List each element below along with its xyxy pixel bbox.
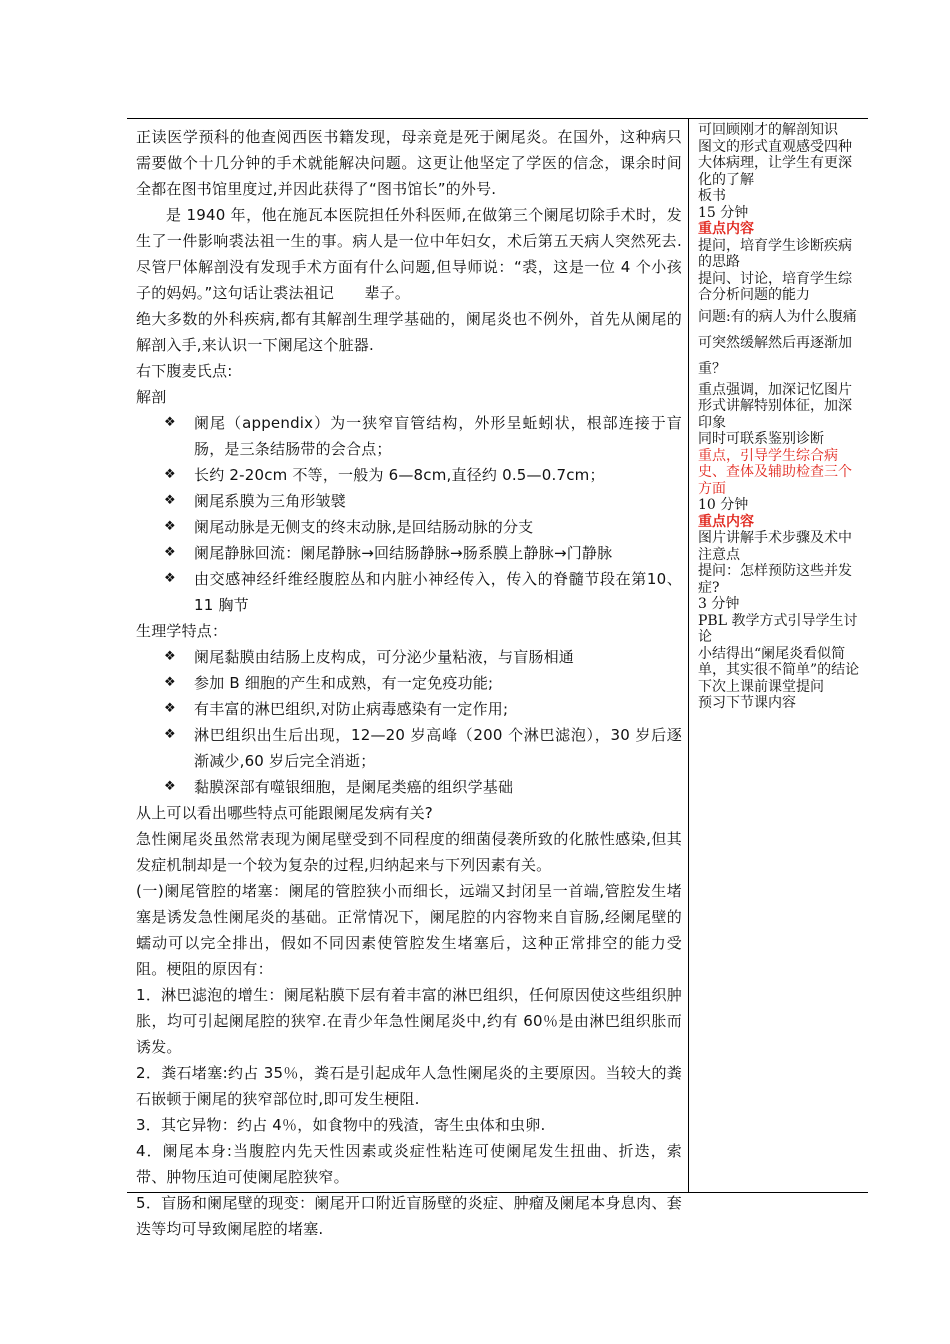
list-item <box>164 644 682 670</box>
teaching-notes-column <box>698 122 862 712</box>
list-item <box>164 670 682 696</box>
diamond-bullet-icon: ❖ <box>164 545 176 560</box>
table-top-border <box>127 118 868 119</box>
note: 提问：怎样预防这些并发症? <box>698 563 852 596</box>
cause-item-1: 1．淋巴滤泡的增生：阑尾粘膜下层有着丰富的淋巴组织，任何原因使这些组织肿胀，均可引起阑尾腔的狭窄.在青少年急性阑尾炎中,约有 60％是由淋巴组织胀而诱发。 <box>136 986 682 1056</box>
list-item-text: 有丰富的淋巴组织,对防止病毒感染有一定作用; <box>194 700 509 718</box>
diamond-bullet-icon: ❖ <box>164 467 176 482</box>
heading-anatomy: 解剖 <box>136 388 167 406</box>
diamond-bullet-icon: ❖ <box>164 415 176 430</box>
cause-item-2: 2．粪石堵塞:约占 35％，粪石是引起成年人急性阑尾炎的主要原因。当较大的粪石嵌顿于阑尾的狭窄部位时,即可发生梗阻. <box>136 1064 682 1108</box>
diamond-bullet-icon: ❖ <box>164 675 176 690</box>
main-content-column <box>136 124 682 1242</box>
note: 图文的形式直观感受四种大体病理，让学生有更深化的了解 <box>698 138 852 188</box>
note-time: 10 分钟 <box>698 497 749 513</box>
list-item-text: 阑尾静脉回流：阑尾静脉→回结肠静脉→肠系膜上静脉→门静脉 <box>194 544 613 562</box>
list-item-text: 淋巴组织出生后出现，12—20 岁高峰（200 个淋巴滤泡），30 岁后逐渐减少,60 岁后完全消逝； <box>194 726 682 770</box>
list-item <box>164 566 682 618</box>
note: 小结得出“阑尾炎看似简单，其实很不简单”的结论 <box>698 645 860 678</box>
note-time: 3 分钟 <box>698 596 740 612</box>
diamond-bullet-icon: ❖ <box>164 519 176 534</box>
note: PBL 教学方式引导学生讨论 <box>698 612 858 645</box>
pathogenesis-paragraph: 急性阑尾炎虽然常表现为阑尾壁受到不同程度的细菌侵袭所致的化脓性感染,但其发症机制却是一个较为复杂的过程,归纳起来与下列因素有关。 <box>136 830 682 874</box>
diamond-bullet-icon: ❖ <box>164 727 176 742</box>
heading-physiology: 生理学特点： <box>136 622 228 640</box>
note: 提问，培育学生诊断疾病的思路 <box>698 237 852 270</box>
diamond-bullet-icon: ❖ <box>164 571 176 586</box>
list-item-text: 阑尾动脉是无侧支的终末动脉,是回结肠动脉的分支 <box>194 518 534 536</box>
note: 重点强调，加深记忆图片形式讲解特别体征，加深印象 <box>698 381 852 431</box>
paragraph-intro: 正读医学预科的他查阅西医书籍发现，母亲竟是死于阑尾炎。在国外，这种病只需要做个十几分钟的手术就能解决问题。这更让他坚定了学医的信念，课余时间全都在图书馆里度过,并因此获得了“图书馆长”的外号. <box>136 128 682 198</box>
list-item-text: 长约 2-20cm 不等，一般为 6—8cm,直径约 0.5—0.7cm； <box>194 466 605 484</box>
diamond-bullet-icon: ❖ <box>164 649 176 664</box>
note: 下次上课前课堂提问 <box>698 678 824 695</box>
note: 提问、讨论，培育学生综合分析问题的能力 <box>698 270 852 303</box>
note-time: 15 分钟 <box>698 204 749 221</box>
note: 预习下节课内容 <box>698 695 796 711</box>
heading-mcburney-point: 右下腹麦氏点: <box>136 362 233 380</box>
list-item <box>164 722 682 774</box>
list-item-text: 阑尾系膜为三角形皱襞 <box>194 492 347 510</box>
note: 图片讲解手术步骤及术中注意点 <box>698 530 852 563</box>
list-item <box>164 462 682 488</box>
note: 可回顾刚才的解剖知识 <box>698 122 838 138</box>
obstruction-paragraph: (一)阑尾管腔的堵塞：阑尾的管腔狭小而细长，远端又封闭呈一首端,管腔发生堵塞是诱发急性阑尾炎的基础。正常情况下，阑尾腔的内容物来自盲肠,经阑尾壁的蠕动可以完全排出，假如不同因素使管腔发生堵塞后，这种正常排空的能力受阻。梗阻的原因有： <box>136 882 682 978</box>
note: 同时可联系鉴别诊断 <box>698 431 824 447</box>
diamond-bullet-icon: ❖ <box>164 701 176 716</box>
list-item-text: 由交感神经纤维经腹腔丛和内脏小神经传入，传入的脊髓节段在第10、11 胸节 <box>194 570 682 614</box>
cause-item-5: 5．盲肠和阑尾壁的现变：阑尾开口附近盲肠壁的炎症、肿瘤及阑尾本身息肉、套迭等均可导致阑尾腔的堵塞. <box>136 1194 682 1238</box>
list-item-text: 阑尾（appendix）为一狭窄盲管结构，外形呈蚯蚓状，根部连接于盲肠，是三条结肠带的会合点； <box>194 414 682 458</box>
anatomy-list <box>136 410 682 618</box>
cause-item-4: 4．阑尾本身:当腹腔内先天性因素或炎症性粘连可使阑尾发生扭曲、折迭，索带、肿物压迫可使阑尾腔狭窄。 <box>136 1142 682 1186</box>
note-key-point: 重点内容 <box>698 513 754 530</box>
list-item <box>164 410 682 462</box>
list-item <box>164 514 682 540</box>
list-item-text: 阑尾黏膜由结肠上皮构成，可分泌少量粘液，与盲肠相通 <box>194 648 575 666</box>
paragraph-transition: 绝大多数的外科疾病,都有其解剖生理学基础的，阑尾炎也不例外，首先从阑尾的解剖入手,来认识一下阑尾这个脏器. <box>136 310 682 354</box>
diamond-bullet-icon: ❖ <box>164 779 176 794</box>
physiology-list <box>136 644 682 800</box>
list-item <box>164 488 682 514</box>
note-key-point: 重点内容 <box>698 221 754 237</box>
note-question: 问题:有的病人为什么腹痛可突然缓解然后再逐渐加重？ <box>698 308 857 377</box>
list-item <box>164 540 682 566</box>
list-item <box>164 774 682 800</box>
note: 板书 <box>698 188 726 204</box>
cause-item-3: 3．其它异物：约占 4％，如食物中的残渣，寄生虫体和虫卵. <box>136 1116 546 1134</box>
diamond-bullet-icon: ❖ <box>164 493 176 508</box>
column-divider <box>688 118 689 1193</box>
list-item-text: 参加 B 细胞的产生和成熟，有一定免疫功能; <box>194 674 494 692</box>
list-item <box>164 696 682 722</box>
note-key-point: 重点，引导学生综合病史、查体及辅助检查三个方面 <box>698 447 852 497</box>
list-item-text: 黏膜深部有噬银细胞，是阑尾类癌的组织学基础 <box>194 778 514 796</box>
question-paragraph: 从上可以看出哪些特点可能跟阑尾发病有关? <box>136 804 433 822</box>
paragraph-story: 是 1940 年，他在施瓦本医院担任外科医师,在做第三个阑尾切除手术时，发生了一件影响裘法祖一生的事。病人是一位中年妇女，术后第五天病人突然死去.尽管尸体解剖没有发现手术方面有什么问题,但导师说：“裘，这是一位 4 个小孩子的妈妈。”这句话让裘法祖记 辈子。 <box>136 206 682 302</box>
